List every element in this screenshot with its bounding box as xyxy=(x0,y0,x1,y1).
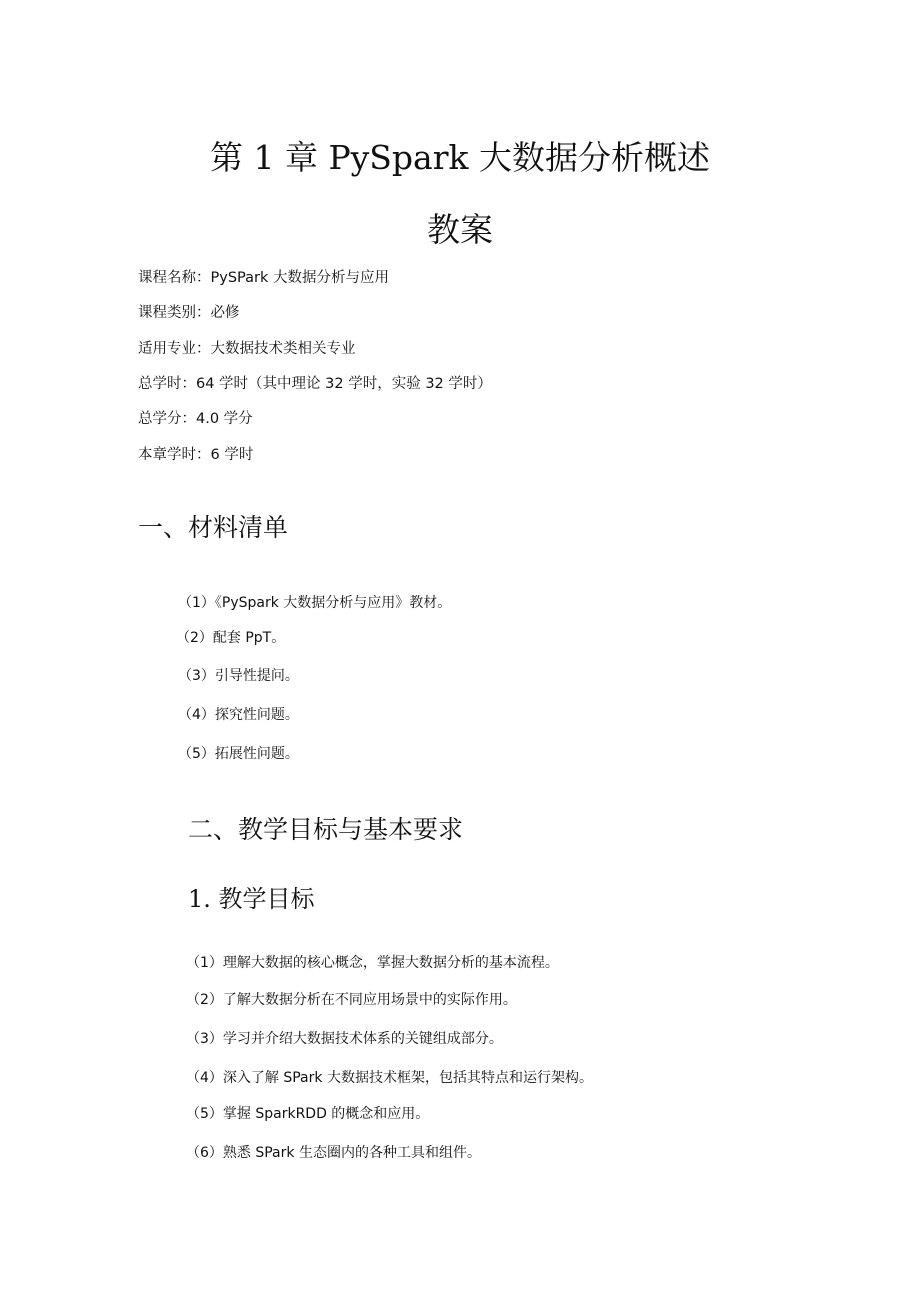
list-item: （6）熟悉 SPark 生态圈内的各种工具和组件。 xyxy=(186,1145,481,1161)
list-item: （1）理解大数据的核心概念，掌握大数据分析的基本流程。 xyxy=(186,955,559,971)
total-credits: 总学分：4.0 学分 xyxy=(138,411,253,427)
course-category: 课程类别：必修 xyxy=(138,305,240,321)
list-item: （3）学习并介绍大数据技术体系的关键组成部分。 xyxy=(186,1031,503,1047)
chapter-subtitle: 教案 xyxy=(427,210,493,249)
subsection-heading-goals: 1. 教学目标 xyxy=(188,885,315,913)
list-item: （1）《PySpark 大数据分析与应用》教材。 xyxy=(178,595,452,611)
list-item: （2）了解大数据分析在不同应用场景中的实际作用。 xyxy=(186,992,517,1008)
section-heading-materials: 一、材料清单 xyxy=(138,513,289,542)
list-item: （4）探究性问题。 xyxy=(178,707,299,723)
list-item: （4）深入了解 SPark 大数据技术框架，包括其特点和运行架构。 xyxy=(186,1070,593,1086)
list-item: （2）配套 PpT。 xyxy=(176,630,286,646)
list-item: （5）拓展性问题。 xyxy=(178,746,299,762)
course-name: 课程名称：PySPark 大数据分析与应用 xyxy=(138,270,389,286)
applicable-major: 适用专业：大数据技术类相关专业 xyxy=(138,341,356,357)
section-heading-objectives: 二、教学目标与基本要求 xyxy=(188,815,464,844)
total-hours: 总学时：64 学时（其中理论 32 学时，实验 32 学时） xyxy=(138,376,492,392)
chapter-title: 第 1 章 PySpark 大数据分析概述 xyxy=(210,138,710,177)
list-item: （3）引导性提问。 xyxy=(178,668,299,684)
chapter-hours: 本章学时：6 学时 xyxy=(138,447,254,463)
list-item: （5）掌握 SparkRDD 的概念和应用。 xyxy=(186,1106,430,1122)
